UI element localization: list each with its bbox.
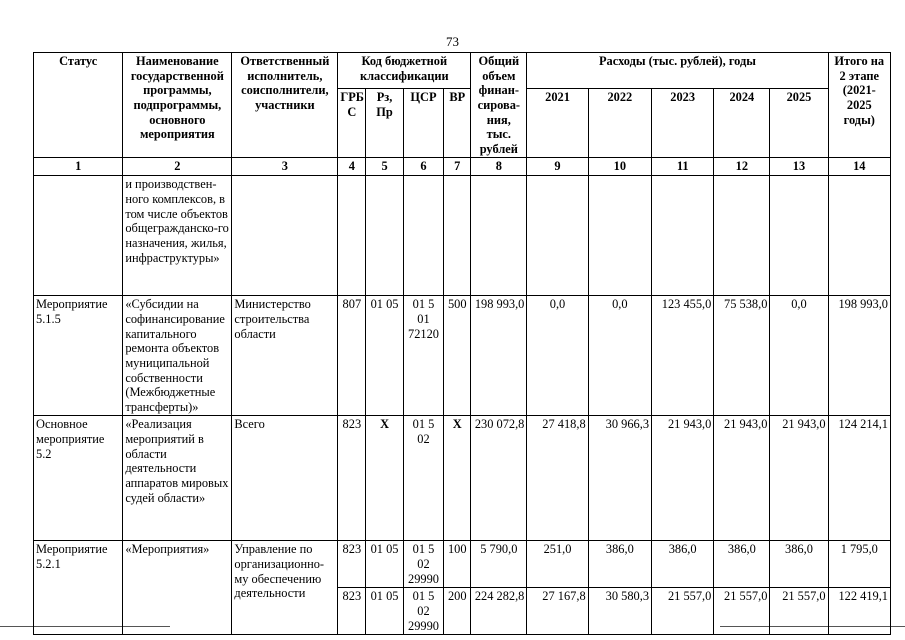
- year-cell: 27 418,8: [527, 416, 588, 541]
- header-year: 2023: [652, 89, 714, 158]
- csr-cell: 01 5 02 29990: [403, 541, 444, 588]
- table-row: [34, 296, 891, 416]
- table-row: [34, 541, 891, 588]
- csr-cell: 01 5 02 29990: [403, 588, 444, 635]
- column-number: 3: [232, 158, 338, 176]
- name-cell: «Мероприятия»: [123, 541, 232, 635]
- vr-cell: 100: [444, 541, 471, 588]
- grbs-cell: [338, 176, 366, 296]
- table-row: [34, 176, 891, 296]
- total-cell: 198 993,0: [471, 296, 527, 416]
- header-year: 2022: [588, 89, 651, 158]
- year-cell: 21 943,0: [652, 416, 714, 541]
- year-cell: 27 167,8: [527, 588, 588, 635]
- year-cell: 30 580,3: [588, 588, 651, 635]
- year-cell: [770, 176, 828, 296]
- year-cell: 0,0: [527, 296, 588, 416]
- header-stage-total: Итого на 2 этапе (2021-2025 годы): [828, 53, 890, 158]
- column-number: 8: [471, 158, 527, 176]
- year-cell: 386,0: [652, 541, 714, 588]
- year-cell: 21 557,0: [714, 588, 770, 635]
- year-cell: 21 557,0: [652, 588, 714, 635]
- total-cell: 230 072,8: [471, 416, 527, 541]
- status-cell: Основное мероприятие 5.2: [34, 416, 123, 541]
- total-cell: 5 790,0: [471, 541, 527, 588]
- column-number: 13: [770, 158, 828, 176]
- column-number-row: [34, 158, 891, 176]
- year-cell: 0,0: [588, 296, 651, 416]
- responsible-cell: Всего: [232, 416, 338, 541]
- column-number: 10: [588, 158, 651, 176]
- status-cell: Мероприятие 5.1.5: [34, 296, 123, 416]
- year-cell: 30 966,3: [588, 416, 651, 541]
- responsible-cell: Министерство строительства области: [232, 296, 338, 416]
- year-cell: [588, 176, 651, 296]
- grbs-cell: 807: [338, 296, 366, 416]
- rz-cell: 01 05: [366, 588, 403, 635]
- column-number: 7: [444, 158, 471, 176]
- csr-cell: [403, 176, 444, 296]
- vr-cell: X: [444, 416, 471, 541]
- column-number: 2: [123, 158, 232, 176]
- header-status: Статус: [34, 53, 123, 158]
- stage-cell: [828, 176, 890, 296]
- vr-cell: 500: [444, 296, 471, 416]
- year-cell: [714, 176, 770, 296]
- name-cell: «Реализация мероприятий в области деятельности аппаратов мировых судей области»: [123, 416, 232, 541]
- vr-cell: [444, 176, 471, 296]
- header-csr: ЦСР: [403, 89, 444, 158]
- year-cell: 0,0: [770, 296, 828, 416]
- year-cell: 386,0: [714, 541, 770, 588]
- header-responsible: Ответственный исполнитель, соисполнители, участники: [232, 53, 338, 158]
- year-cell: [527, 176, 588, 296]
- rz-cell: 01 05: [366, 541, 403, 588]
- total-cell: [471, 176, 527, 296]
- year-cell: 21 557,0: [770, 588, 828, 635]
- year-cell: 386,0: [588, 541, 651, 588]
- grbs-cell: 823: [338, 541, 366, 588]
- column-number: 14: [828, 158, 890, 176]
- responsible-cell: Управление по организационно-му обеспечению деятельности: [232, 541, 338, 635]
- responsible-cell: [232, 176, 338, 296]
- grbs-cell: 823: [338, 588, 366, 635]
- stage-cell: 198 993,0: [828, 296, 890, 416]
- year-cell: 21 943,0: [714, 416, 770, 541]
- year-cell: [652, 176, 714, 296]
- header-rz-pr: Рз, Пр: [366, 89, 403, 158]
- column-number: 9: [527, 158, 588, 176]
- year-cell: 386,0: [770, 541, 828, 588]
- column-number: 12: [714, 158, 770, 176]
- column-number: 11: [652, 158, 714, 176]
- year-cell: 21 943,0: [770, 416, 828, 541]
- year-cell: 251,0: [527, 541, 588, 588]
- header-row-1: [34, 53, 891, 89]
- stage-cell: 1 795,0: [828, 541, 890, 588]
- header-vr: ВР: [444, 89, 471, 158]
- vr-cell: 200: [444, 588, 471, 635]
- name-cell: «Субсидии на софинансирование капитального ремонта объектов муниципальной собственности (Межбюджетные трансферты)»: [123, 296, 232, 416]
- rz-cell: X: [366, 416, 403, 541]
- budget-table: [33, 52, 891, 635]
- total-cell: 224 282,8: [471, 588, 527, 635]
- status-cell: Мероприятие 5.2.1: [34, 541, 123, 635]
- header-year: 2021: [527, 89, 588, 158]
- header-total-volume: Общий объем финан-сирова-ния, тыс. рублей: [471, 53, 527, 158]
- column-number: 5: [366, 158, 403, 176]
- header-grbs: ГРБ С: [338, 89, 366, 158]
- status-cell: [34, 176, 123, 296]
- year-cell: 123 455,0: [652, 296, 714, 416]
- column-number: 4: [338, 158, 366, 176]
- header-budget-code: Код бюджетной классификации: [338, 53, 471, 89]
- header-expenses: Расходы (тыс. рублей), годы: [527, 53, 828, 89]
- column-number: 1: [34, 158, 123, 176]
- stage-cell: 122 419,1: [828, 588, 890, 635]
- csr-cell: 01 5 01 72120: [403, 296, 444, 416]
- csr-cell: 01 5 02: [403, 416, 444, 541]
- header-year: 2025: [770, 89, 828, 158]
- table-row: [34, 416, 891, 541]
- page-number: 73: [446, 34, 459, 49]
- name-cell: и производствен-ного комплексов, в том числе объектов общегражданско-го назначения, жилья, инфраструктуры»: [123, 176, 232, 296]
- grbs-cell: 823: [338, 416, 366, 541]
- rz-cell: [366, 176, 403, 296]
- rz-cell: 01 05: [366, 296, 403, 416]
- column-number: 6: [403, 158, 444, 176]
- header-name: Наименование государственной программы, подпрограммы, основного мероприятия: [123, 53, 232, 158]
- stage-cell: 124 214,1: [828, 416, 890, 541]
- year-cell: 75 538,0: [714, 296, 770, 416]
- header-year: 2024: [714, 89, 770, 158]
